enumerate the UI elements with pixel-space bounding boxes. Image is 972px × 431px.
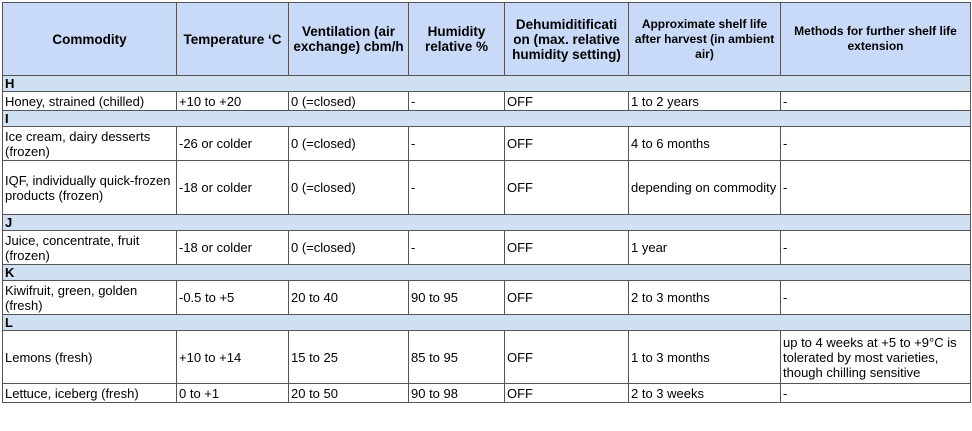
cell-methods: - (781, 231, 971, 265)
table-row (3, 92, 971, 111)
cell-shelf-life: 4 to 6 months (629, 127, 781, 161)
cell-humidity: - (409, 161, 505, 215)
cell-shelf-life: 2 to 3 months (629, 281, 781, 315)
table-row (3, 384, 971, 403)
section-letter: L (3, 315, 971, 331)
cell-methods: up to 4 weeks at +5 to +9°C is tolerated by most varieties, though chilling sensitive (781, 331, 971, 384)
cell-ventilation: 15 to 25 (289, 331, 409, 384)
header-commodity: Commodity (3, 3, 177, 76)
cell-temperature: -26 or colder (177, 127, 289, 161)
table-row (3, 127, 971, 161)
header-methods: Methods for further shelf life extension (781, 3, 971, 76)
cell-commodity: Juice, concentrate, fruit (frozen) (3, 231, 177, 265)
cell-ventilation: 0 (=closed) (289, 92, 409, 111)
section-row-l (3, 315, 971, 331)
cell-commodity: Honey, strained (chilled) (3, 92, 177, 111)
cell-humidity: 90 to 95 (409, 281, 505, 315)
cell-dehumidification: OFF (505, 127, 629, 161)
cell-humidity: 85 to 95 (409, 331, 505, 384)
cell-dehumidification: OFF (505, 161, 629, 215)
section-row-k (3, 265, 971, 281)
cell-shelf-life: 2 to 3 weeks (629, 384, 781, 403)
section-letter: I (3, 111, 971, 127)
cell-shelf-life: depending on commodity (629, 161, 781, 215)
cell-methods: - (781, 127, 971, 161)
section-row-i (3, 111, 971, 127)
header-temperature: Temperature ʻC (177, 3, 289, 76)
header-humidity: Humidity relative % (409, 3, 505, 76)
cell-commodity: IQF, individually quick-frozen products (frozen) (3, 161, 177, 215)
cell-methods: - (781, 92, 971, 111)
table-row (3, 231, 971, 265)
cell-shelf-life: 1 to 2 years (629, 92, 781, 111)
section-letter: K (3, 265, 971, 281)
cell-commodity: Lemons (fresh) (3, 331, 177, 384)
table-row (3, 281, 971, 315)
header-dehumidification: Dehumiditificati on (max. relative humidity setting) (505, 3, 629, 76)
cell-humidity: - (409, 127, 505, 161)
section-letter: H (3, 76, 971, 92)
cell-ventilation: 20 to 50 (289, 384, 409, 403)
cell-commodity: Ice cream, dairy desserts (frozen) (3, 127, 177, 161)
section-row-h (3, 76, 971, 92)
cell-temperature: -18 or colder (177, 161, 289, 215)
cell-temperature: +10 to +20 (177, 92, 289, 111)
cell-temperature: -0.5 to +5 (177, 281, 289, 315)
cell-temperature: +10 to +14 (177, 331, 289, 384)
cell-temperature: -18 or colder (177, 231, 289, 265)
cell-shelf-life: 1 to 3 months (629, 331, 781, 384)
cell-ventilation: 0 (=closed) (289, 161, 409, 215)
cell-ventilation: 0 (=closed) (289, 231, 409, 265)
cell-methods: - (781, 161, 971, 215)
table-row (3, 331, 971, 384)
cell-commodity: Kiwifruit, green, golden (fresh) (3, 281, 177, 315)
cell-temperature: 0 to +1 (177, 384, 289, 403)
cell-methods: - (781, 281, 971, 315)
cell-dehumidification: OFF (505, 331, 629, 384)
cell-ventilation: 0 (=closed) (289, 127, 409, 161)
cell-dehumidification: OFF (505, 231, 629, 265)
table-row (3, 161, 971, 215)
cell-dehumidification: OFF (505, 92, 629, 111)
header-ventilation: Ventilation (air exchange) cbm/h (289, 3, 409, 76)
cell-humidity: - (409, 92, 505, 111)
cell-dehumidification: OFF (505, 281, 629, 315)
cell-humidity: 90 to 98 (409, 384, 505, 403)
storage-table (2, 2, 971, 403)
header-row (3, 3, 971, 76)
cell-shelf-life: 1 year (629, 231, 781, 265)
section-row-j (3, 215, 971, 231)
header-shelf-life: Approximate shelf life after harvest (in ambient air) (629, 3, 781, 76)
cell-dehumidification: OFF (505, 384, 629, 403)
cell-commodity: Lettuce, iceberg (fresh) (3, 384, 177, 403)
cell-ventilation: 20 to 40 (289, 281, 409, 315)
cell-methods: - (781, 384, 971, 403)
cell-humidity: - (409, 231, 505, 265)
section-letter: J (3, 215, 971, 231)
